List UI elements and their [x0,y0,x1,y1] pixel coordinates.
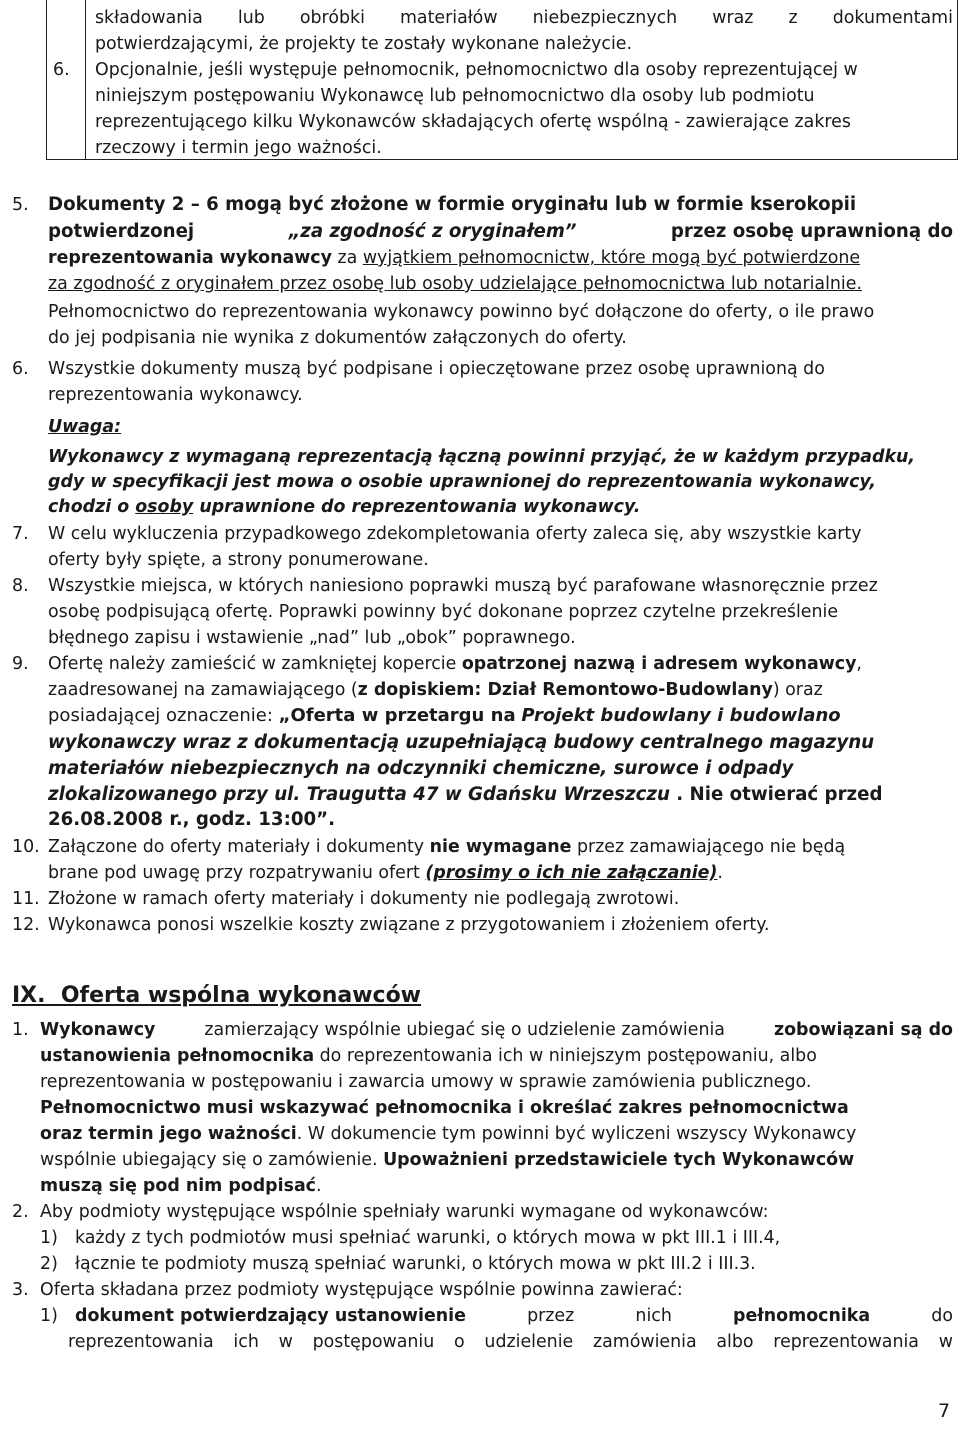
item-number: 10. [12,837,40,857]
item-number: 3. [12,1280,29,1300]
text-line: za zgodność z oryginałem przez osobę lub osoby udzielające pełnomocnictwa lub notarialnie. [48,274,862,294]
text-line: brane pod uwagę przy rozpatrywaniu ofert (prosimy o ich nie załączanie). [48,863,723,883]
text-line: Aby podmioty występujące wspólnie spełniały warunki wymagane od wykonawców: [40,1202,769,1222]
text-line: wykonawczy wraz z dokumentacją uzupełniającą budowy centralnego magazynu [48,732,875,753]
item-number: 2. [12,1202,29,1222]
text-line: Oferta składana przez podmioty występujące wspólnie powinna zawierać: [40,1280,683,1300]
text-line: Wykonawca ponosi wszelkie koszty związane z przygotowaniem i złożeniem oferty. [48,915,770,935]
table-text-line: Opcjonalnie, jeśli występuje pełnomocnik, pełnomocnictwo dla osoby reprezentującej w [95,60,858,80]
text-line: posiadającej oznaczenie: „Oferta w przetargu na Projekt budowlany i budowlano [48,705,841,726]
text-line: muszą się pod nim podpisać. [40,1176,322,1196]
sub-item-number: 1) [40,1228,58,1248]
table-text-line: rzeczowy i termin jego ważności. [95,138,382,158]
item-number: 6. [53,60,70,80]
text-line: Pełnomocnictwo do reprezentowania wykonawcy powinno być dołączone do oferty, o ile prawo [48,302,875,322]
table-text-line: składowania lub obróbki materiałów niebezpiecznych wraz z dokumentami [95,8,953,28]
text-line: Wszystkie dokumenty muszą być podpisane i opieczętowane przez osobę uprawnioną do [48,359,825,379]
text-line: zlokalizowanego przy ul. Traugutta 47 w Gdańsku Wrzeszczu . Nie otwierać przed [48,784,883,805]
text-line: łącznie te podmioty muszą spełniać warunki, o których mowa w pkt III.2 i III.3. [75,1254,756,1274]
text-line: reprezentowania wykonawcy za wyjątkiem pełnomocnictw, które mogą być potwierdzone [48,248,861,268]
text-line: Dokumenty 2 – 6 mogą być złożone w formie oryginału lub w formie kserokopii [48,194,857,215]
text-line: Pełnomocnictwo musi wskazywać pełnomocnika i określać zakres pełnomocnictwa [40,1098,849,1118]
item-number: 8. [12,576,29,596]
table-text-line: niniejszym postępowaniu Wykonawcę lub pełnomocnictwo dla osoby lub podmiotu [95,86,815,106]
text-line: osobę podpisującą ofertę. Poprawki powinny być dokonane poprzez czytelne przekreślenie [48,602,839,622]
item-number: 9. [12,654,29,674]
table-column-divider [85,0,86,159]
sub-item-number: 1) [40,1306,58,1326]
text-line: Ofertę należy zamieścić w zamkniętej kopercie opatrzonej nazwą i adresem wykonawcy, [48,654,862,674]
text-line: błędnego zapisu i wstawienie „nad” lub „obok” poprawnego. [48,628,576,648]
note-line: chodzi o osoby uprawnione do reprezentowania wykonawcy. [48,497,641,517]
text-line: reprezentowania ich w postępowaniu o udzielenie zamówienia albo reprezentowania w [68,1332,953,1352]
text-line: ustanowienia pełnomocnika do reprezentowania ich w niniejszym postępowaniu, albo [40,1046,817,1066]
section-heading: IX. Oferta wspólna wykonawców [12,983,422,1008]
text-line: Załączone do oferty materiały i dokumenty nie wymagane przez zamawiającego nie będą [48,837,846,857]
text-line: zaadresowanej na zamawiającego (z dopiskiem: Dział Remontowo-Budowlany) oraz [48,680,823,700]
note-line: gdy w specyfikacji jest mowa o osobie uprawnionej do reprezentowania wykonawcy, [48,472,877,492]
text-line: każdy z tych podmiotów musi spełniać warunki, o których mowa w pkt III.1 i III.4, [75,1228,781,1248]
text-line: W celu wykluczenia przypadkowego zdekompletowania oferty zaleca się, aby wszystkie karty [48,524,862,544]
item-number: 11. [12,889,40,909]
item-number: 12. [12,915,40,935]
text-line: oraz termin jego ważności. W dokumencie tym powinni być wyliczeni wszyscy Wykonawcy [40,1124,857,1144]
note-line: Wykonawcy z wymaganą reprezentacją łączną powinni przyjąć, że w każdym przypadku, [48,447,916,467]
text-line: reprezentowania wykonawcy. [48,385,303,405]
item-number: 7. [12,524,29,544]
item-number: 6. [12,359,29,379]
text-line: Złożone w ramach oferty materiały i dokumenty nie podlegają zwrotowi. [48,889,680,909]
text-line: materiałów niebezpiecznych na odczynniki chemiczne, surowce i odpady [48,758,794,779]
note-label: Uwaga: [48,417,122,437]
page-number: 7 [938,1400,951,1422]
item-number: 5. [12,195,29,215]
text-line: reprezentowania w postępowaniu i zawarcia umowy w sprawie zamówienia publicznego. [40,1072,812,1092]
sub-item-number: 2) [40,1254,58,1274]
text-line: Wszystkie miejsca, w których naniesiono poprawki muszą być parafowane własnoręcznie przez [48,576,878,596]
text-line: wspólnie ubiegający się o zamówienie. Upoważnieni przedstawiciele tych Wykonawców [40,1150,855,1170]
table-text-line: potwierdzającymi, że projekty te zostały wykonane należycie. [95,34,633,54]
item-number: 1. [12,1020,29,1040]
text-line: dokument potwierdzający ustanowienie przez nich pełnomocnika do [75,1306,953,1326]
text-line: do jej podpisania nie wynika z dokumentów załączonych do oferty. [48,328,627,348]
text-line: 26.08.2008 r., godz. 13:00”. [48,809,336,830]
text-line: oferty były spięte, a strony ponumerowane. [48,550,429,570]
text-line: Wykonawcy zamierzający wspólnie ubiegać się o udzielenie zamówienia zobowiązani są do [40,1020,953,1040]
table-text-line: reprezentującego kilku Wykonawców składających ofertę wspólną - zawierające zakres [95,112,851,132]
text-line: potwierdzonej „za zgodność z oryginałem” przez osobę uprawnioną do [48,221,953,242]
